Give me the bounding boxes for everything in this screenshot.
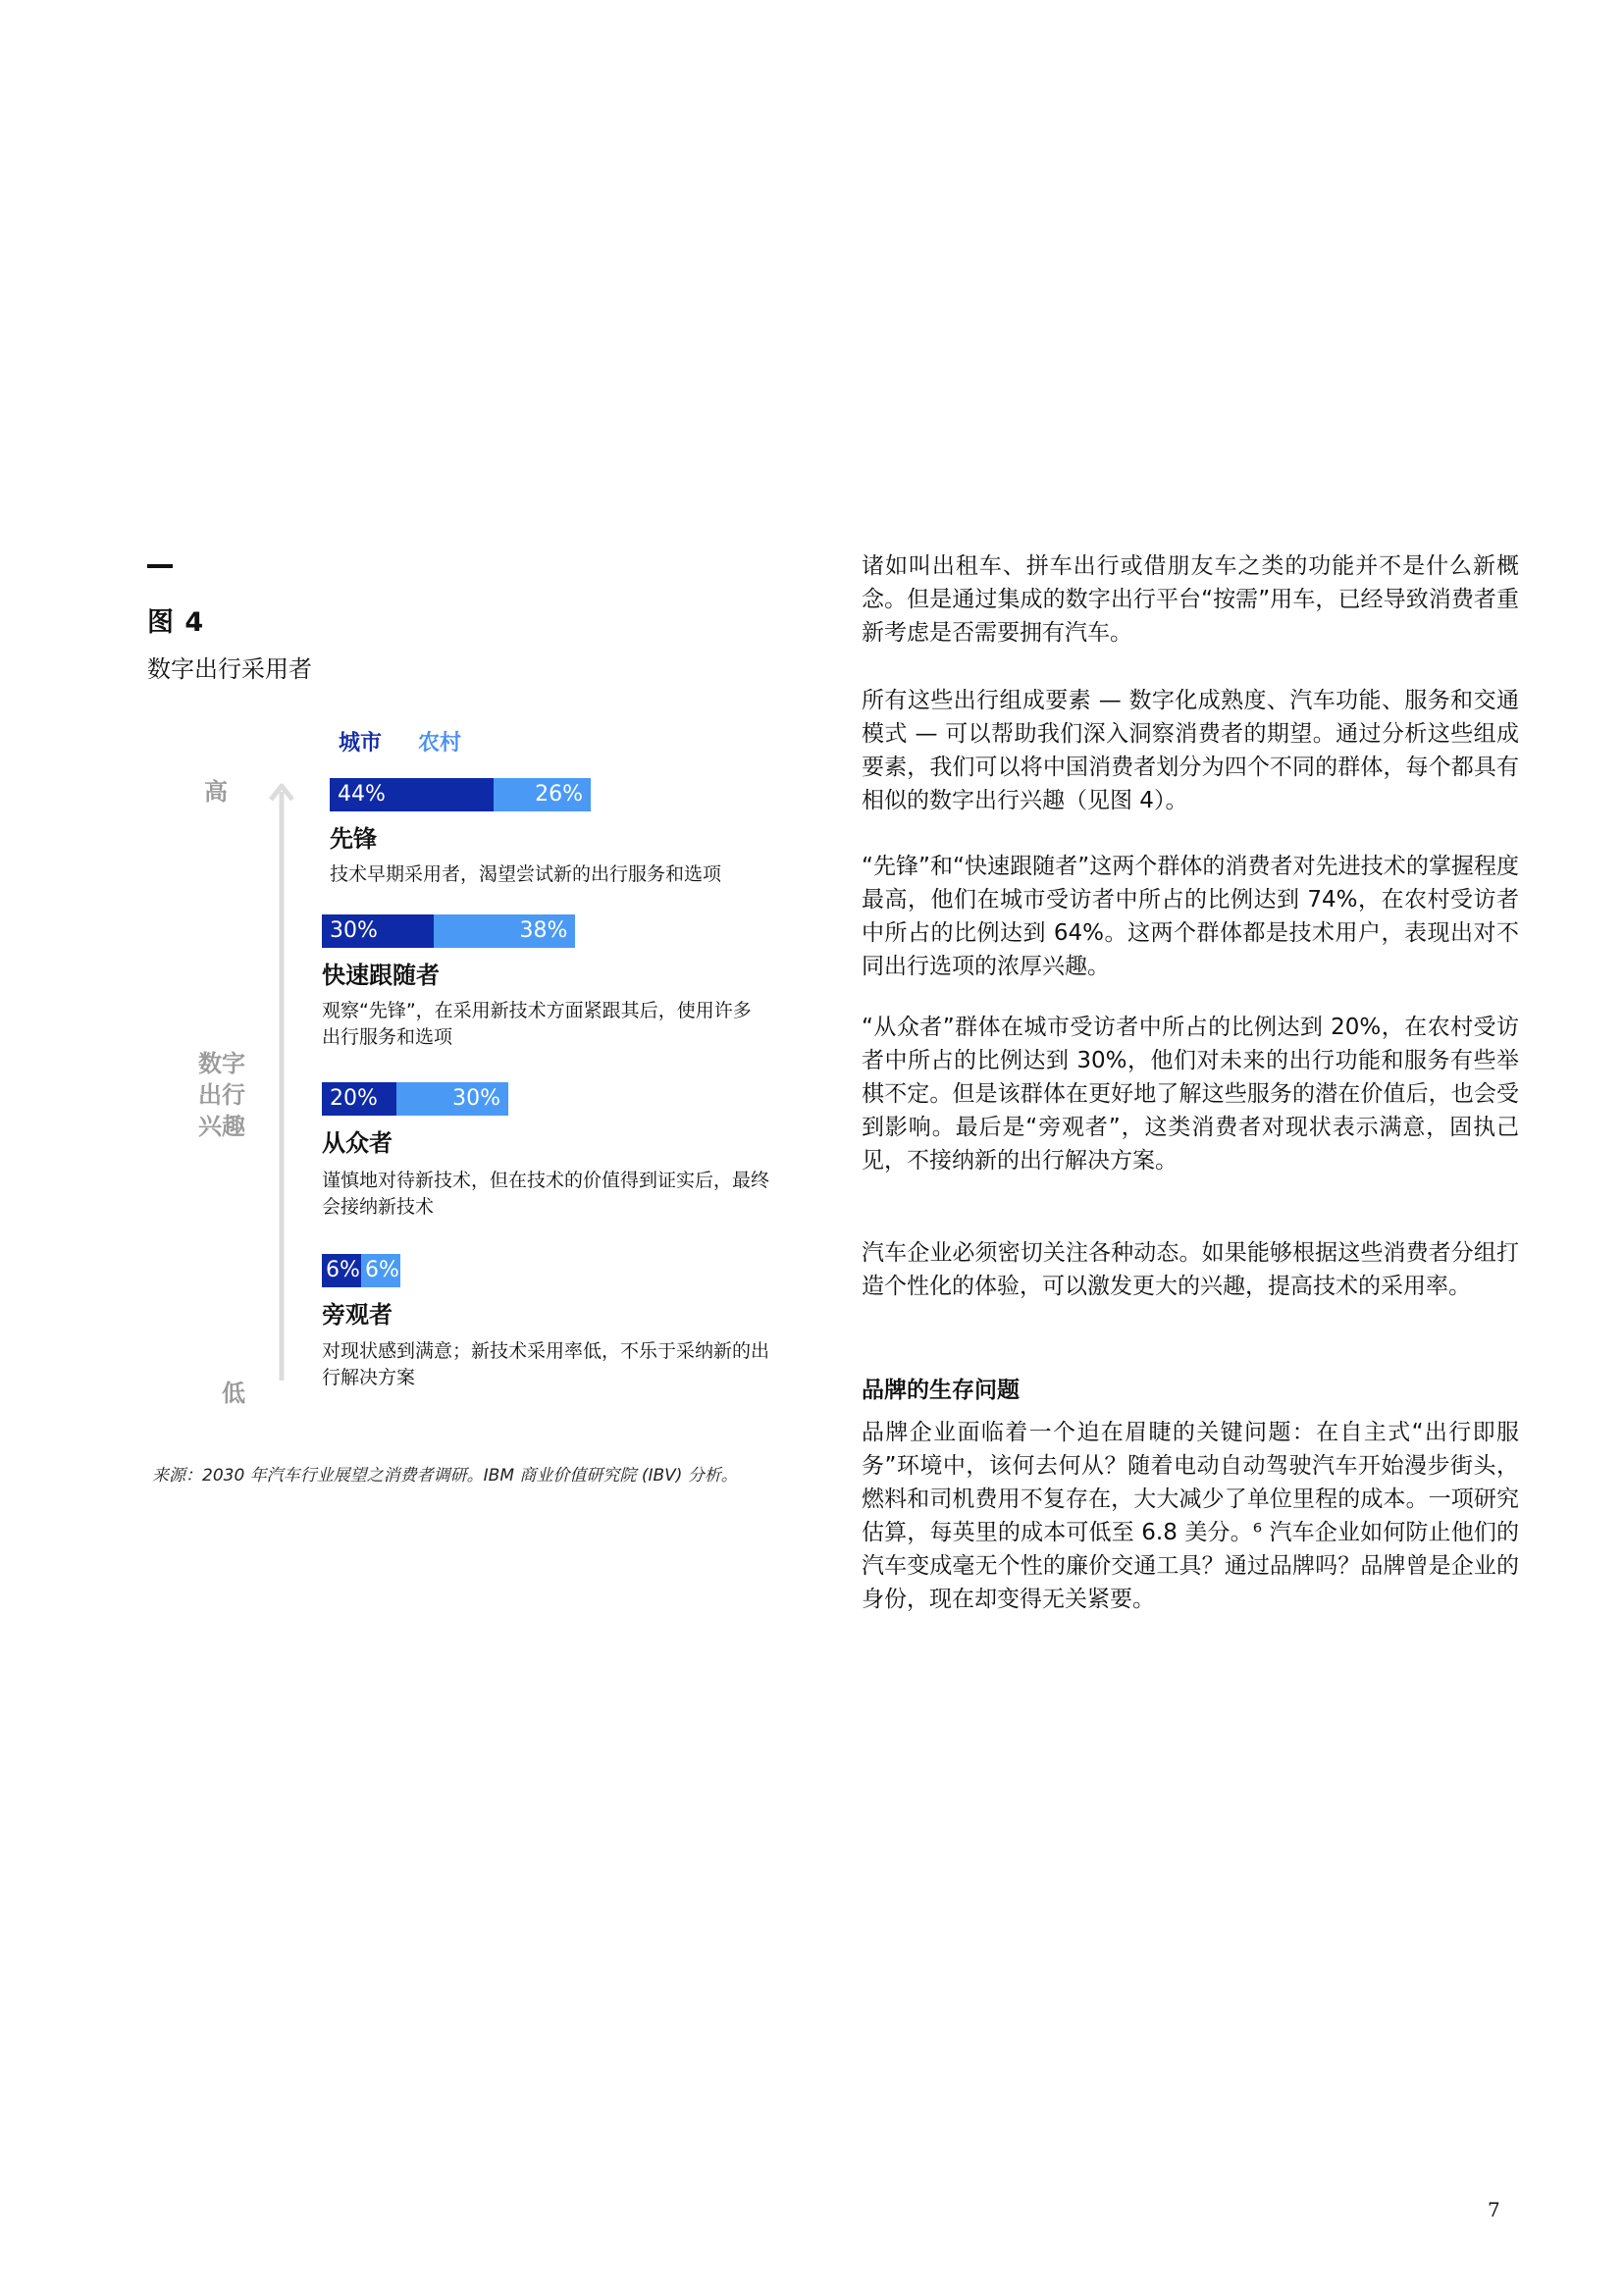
- bar-city-bystander: 6%: [322, 1254, 361, 1287]
- segment-bar-pioneer: [330, 778, 591, 811]
- bar-city-fast-follower: 30%: [322, 914, 434, 948]
- page-number: 7: [1488, 2198, 1500, 2221]
- paragraph-3: “先锋”和“快速跟随者”这两个群体的消费者对先进技术的掌握程度最高，他们在城市受访者中所占的比例达到 74%，在农村受访者中所占的比例达到 64%。这两个群体都是技术用户，表现出对不同出行选项的浓厚兴趣。: [862, 854, 1519, 979]
- segment-title-pioneer: 先锋: [330, 825, 377, 853]
- paragraph-6: 品牌企业面临着一个迫在眉睫的关键问题：在自主式“出行即服务”环境中，该何去何从？随着电动自动驾驶汽车开始漫步街头，燃料和司机费用不复存在，大大减少了单位里程的成本。一项研究估算，每英里的成本可低至 6.8 美分。⁶ 汽车企业如何防止他们的汽车变成毫无个性的廉价交通工具？通过品牌吗？品牌曾是企业的身份，现在却变得无关紧要。: [862, 1420, 1519, 1612]
- legend-city: 城市: [339, 731, 383, 756]
- segment-bar-fast-follower: [322, 914, 575, 948]
- segment-desc-bystander: 对现状感到满意；新技术采用率低，不乐于采纳新的出行解决方案: [322, 1340, 770, 1388]
- paragraph-2: 所有这些出行组成要素 — 数字化成熟度、汽车功能、服务和交通模式 — 可以帮助我们深入洞察消费者的期望。通过分析这些组成要素，我们可以将中国消费者划分为四个不同的群体，每个都具有相似的数字出行兴趣（见图 4）。: [862, 688, 1519, 813]
- segment-desc-follower: 谨慎地对待新技术，但在技术的价值得到证实后，最终会接纳新技术: [322, 1170, 770, 1218]
- figure-subtitle: 数字出行采用者: [147, 655, 312, 683]
- segment-desc-pioneer: 技术早期采用者，渴望尝试新的出行服务和选项: [330, 863, 722, 885]
- figure-label: 图 4: [147, 607, 205, 638]
- segment-bar-follower: [322, 1082, 508, 1116]
- figure-dash: [147, 564, 173, 568]
- bar-city-pioneer: 44%: [330, 778, 494, 811]
- segment-desc-fast-follower: 观察“先锋”，在采用新技术方面紧跟其后，使用许多出行服务和选项: [322, 1000, 752, 1048]
- bar-rural-fast-follower: 38%: [434, 914, 575, 948]
- bar-city-follower: 20%: [322, 1082, 396, 1116]
- paragraph-4: “从众者”群体在城市受访者中所占的比例达到 20%，在农村受访者中所占的比例达到 30%，他们对未来的出行功能和服务有些举棋不定。但是该群体在更好地了解这些服务的潜在价值后，也会受到影响。最后是“旁观者”，这类消费者对现状表示满意，固执己见，不接纳新的出行解决方案。: [862, 1015, 1519, 1174]
- section-heading: 品牌的生存问题: [862, 1378, 1020, 1403]
- segment-bar-bystander: [322, 1254, 400, 1287]
- paragraph-5: 汽车企业必须密切关注各种动态。如果能够根据这些消费者分组打造个性化的体验，可以激发更大的兴趣，提高技术的采用率。: [862, 1240, 1519, 1299]
- figure-source: 来源：2030 年汽车行业展望之消费者调研。IBM 商业价值研究院 (IBV) 分析。: [152, 1466, 738, 1486]
- axis-high-label: 高: [204, 778, 228, 806]
- axis-low-label: 低: [222, 1380, 245, 1407]
- bar-rural-follower: 30%: [396, 1082, 508, 1116]
- bar-rural-bystander: 6%: [361, 1254, 400, 1287]
- interest-axis-arrow: [267, 780, 296, 1383]
- segment-title-fast-follower: 快速跟随者: [322, 962, 440, 989]
- bar-rural-pioneer: 26%: [494, 778, 591, 811]
- axis-mid-label: 数字 出行 兴趣: [198, 1050, 245, 1140]
- segment-title-follower: 从众者: [322, 1129, 393, 1157]
- legend-rural: 农村: [418, 731, 462, 756]
- segment-title-bystander: 旁观者: [322, 1301, 393, 1329]
- paragraph-1: 诸如叫出租车、拼车出行或借朋友车之类的功能并不是什么新概念。但是通过集成的数字出行平台“按需”用车，已经导致消费者重新考虑是否需要拥有汽车。: [862, 553, 1519, 646]
